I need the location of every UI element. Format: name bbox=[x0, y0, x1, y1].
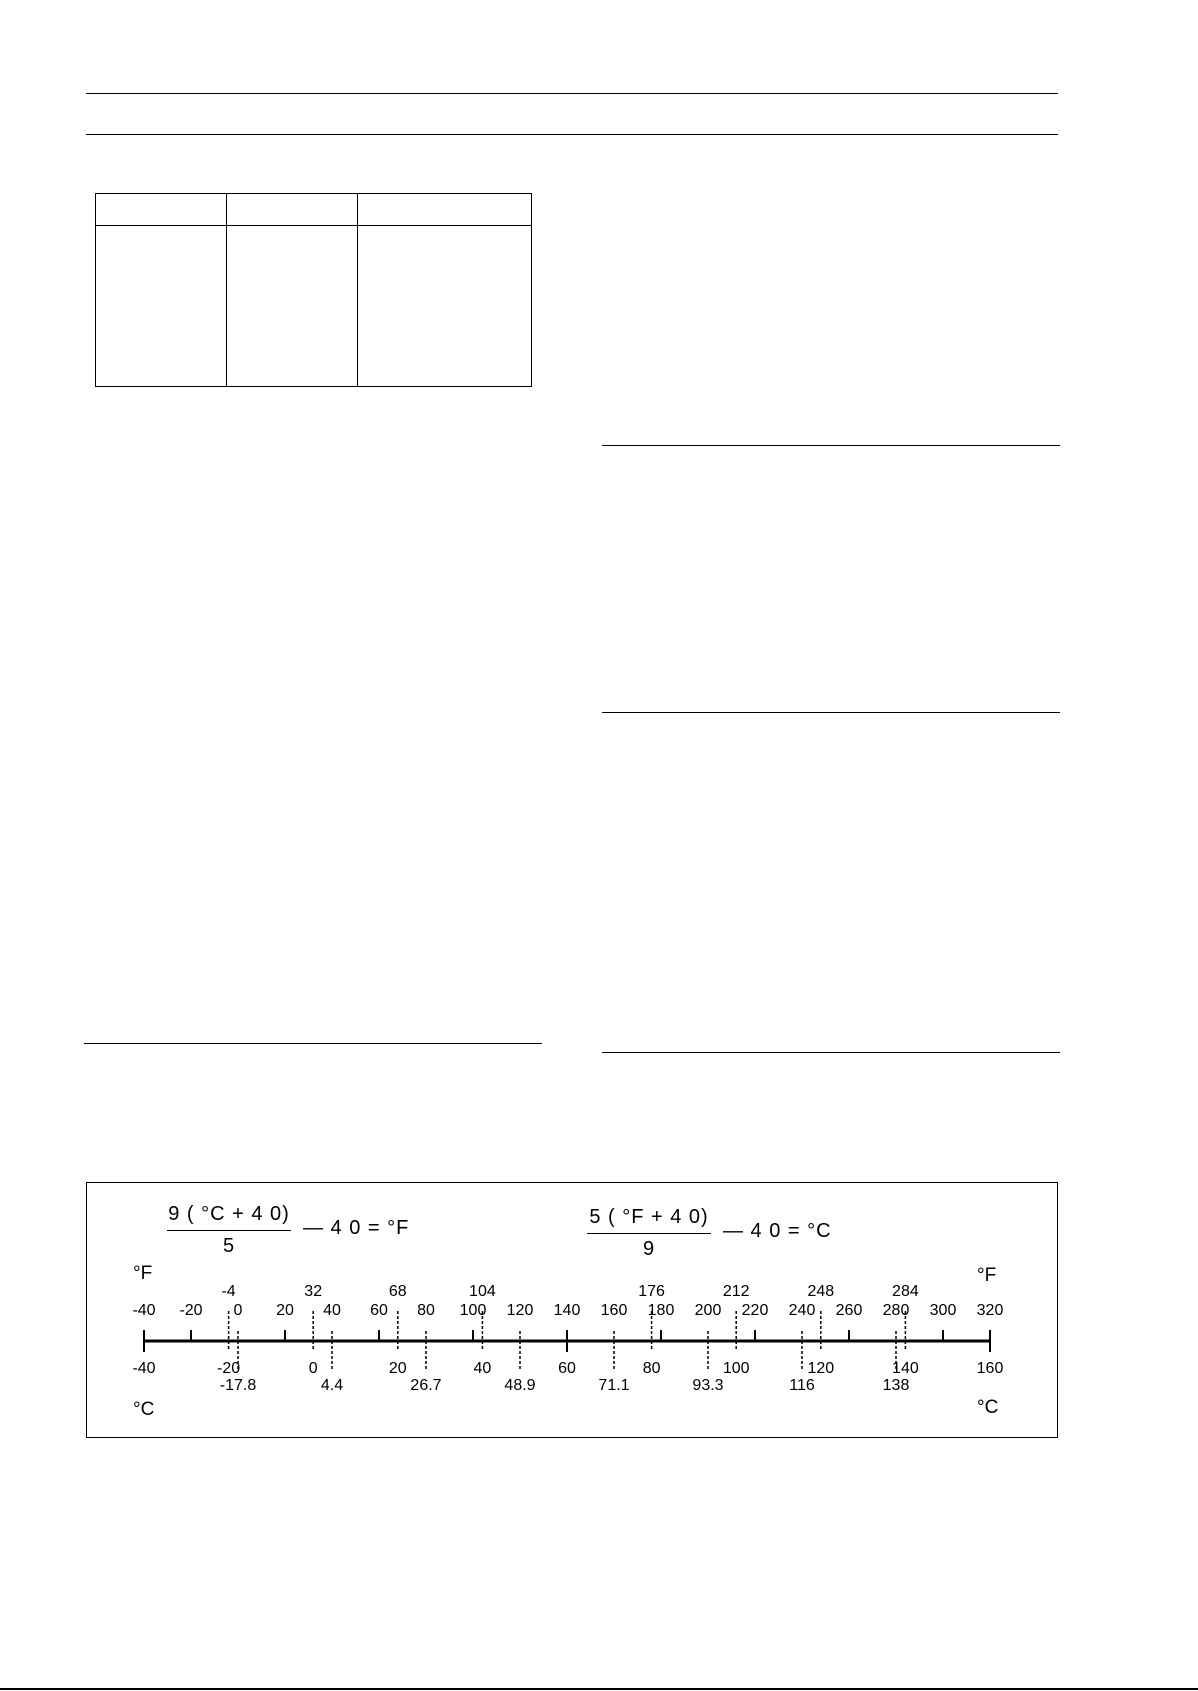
celsius-equivalent-label: 48.9 bbox=[504, 1377, 536, 1394]
celsius-equivalent-label: 93.3 bbox=[692, 1377, 724, 1394]
formula-c-to-f-numerator: 9 ( °C + 4 0) bbox=[168, 1203, 290, 1225]
fahrenheit-tick-label: 220 bbox=[741, 1302, 769, 1319]
unit-label-c-left: °C bbox=[133, 1399, 155, 1420]
unit-label-f-left: °F bbox=[133, 1263, 153, 1284]
fahrenheit-tick-label: 300 bbox=[929, 1302, 957, 1319]
celsius-tick-label: 140 bbox=[892, 1360, 919, 1377]
celsius-tick-label: 20 bbox=[388, 1360, 407, 1377]
table-column-divider bbox=[226, 194, 227, 386]
section-rule bbox=[84, 1043, 542, 1044]
celsius-equivalent-label: -17.8 bbox=[219, 1377, 257, 1394]
fahrenheit-tick-label: -40 bbox=[132, 1302, 156, 1319]
fahrenheit-tick-label: 240 bbox=[788, 1302, 816, 1319]
fahrenheit-tick-label: 260 bbox=[835, 1302, 863, 1319]
fahrenheit-equivalent-label: 248 bbox=[807, 1283, 835, 1300]
formula-f-to-c-tail: — 4 0 = °C bbox=[723, 1220, 832, 1242]
fahrenheit-tick-label: 180 bbox=[647, 1302, 675, 1319]
celsius-tick-label: 60 bbox=[558, 1360, 576, 1377]
header-rule-top bbox=[86, 93, 1058, 94]
fahrenheit-equivalent-label: 32 bbox=[304, 1283, 323, 1300]
table-header-divider bbox=[96, 225, 531, 226]
temperature-conversion-box bbox=[86, 1182, 1058, 1438]
fahrenheit-tick-label: 60 bbox=[370, 1302, 388, 1319]
fahrenheit-tick-label: 80 bbox=[417, 1302, 435, 1319]
fahrenheit-tick-label: 120 bbox=[506, 1302, 534, 1319]
section-rule bbox=[602, 1052, 1060, 1053]
fahrenheit-tick-label: 200 bbox=[694, 1302, 722, 1319]
fahrenheit-tick-label: 100 bbox=[459, 1302, 487, 1319]
formula-f-to-c-numerator: 5 ( °F + 4 0) bbox=[589, 1206, 709, 1228]
section-rule bbox=[602, 712, 1060, 713]
fahrenheit-equivalent-label: 176 bbox=[638, 1283, 665, 1300]
section-rule bbox=[602, 445, 1060, 446]
fahrenheit-tick-label: 20 bbox=[276, 1302, 294, 1319]
header-rule-bottom bbox=[86, 134, 1058, 135]
unit-label-f-right: °F bbox=[977, 1265, 997, 1286]
celsius-equivalent-label: 26.7 bbox=[410, 1377, 442, 1394]
formula-f-to-c-denominator: 9 bbox=[642, 1238, 656, 1260]
celsius-tick-label: 80 bbox=[642, 1360, 661, 1377]
fahrenheit-equivalent-label: 212 bbox=[722, 1283, 750, 1300]
celsius-equivalent-label: 4.4 bbox=[320, 1377, 344, 1394]
unit-label-c-right: °C bbox=[977, 1397, 999, 1418]
page-bottom-rule bbox=[0, 1688, 1198, 1690]
empty-table bbox=[95, 193, 532, 387]
celsius-tick-label: 160 bbox=[976, 1360, 1004, 1377]
celsius-tick-label: -40 bbox=[132, 1360, 156, 1377]
celsius-tick-label: 0 bbox=[308, 1360, 318, 1377]
celsius-tick-label: 120 bbox=[807, 1360, 835, 1377]
fahrenheit-equivalent-label: -4 bbox=[221, 1283, 236, 1300]
fahrenheit-tick-label: 160 bbox=[600, 1302, 628, 1319]
fahrenheit-tick-label: 320 bbox=[976, 1302, 1004, 1319]
fahrenheit-tick-label: 40 bbox=[323, 1302, 341, 1319]
conversion-scale bbox=[87, 1183, 1057, 1437]
table-column-divider bbox=[357, 194, 358, 386]
celsius-equivalent-label: 71.1 bbox=[598, 1377, 630, 1394]
celsius-tick-label: 100 bbox=[722, 1360, 750, 1377]
formula-c-to-f-denominator: 5 bbox=[222, 1235, 236, 1257]
fahrenheit-tick-label: 0 bbox=[233, 1302, 243, 1319]
celsius-equivalent-label: 138 bbox=[882, 1377, 910, 1394]
fahrenheit-equivalent-label: 284 bbox=[892, 1283, 919, 1300]
celsius-equivalent-label: 116 bbox=[789, 1377, 815, 1394]
celsius-tick-label: 40 bbox=[473, 1360, 492, 1377]
fahrenheit-equivalent-label: 68 bbox=[388, 1283, 407, 1300]
fahrenheit-tick-label: 280 bbox=[882, 1302, 910, 1319]
fahrenheit-equivalent-label: 104 bbox=[469, 1283, 496, 1300]
fahrenheit-tick-label: 140 bbox=[553, 1302, 581, 1319]
formula-c-to-f-tail: — 4 0 = °F bbox=[303, 1217, 410, 1239]
fahrenheit-tick-label: -20 bbox=[179, 1302, 203, 1319]
celsius-tick-label: -20 bbox=[217, 1360, 241, 1377]
